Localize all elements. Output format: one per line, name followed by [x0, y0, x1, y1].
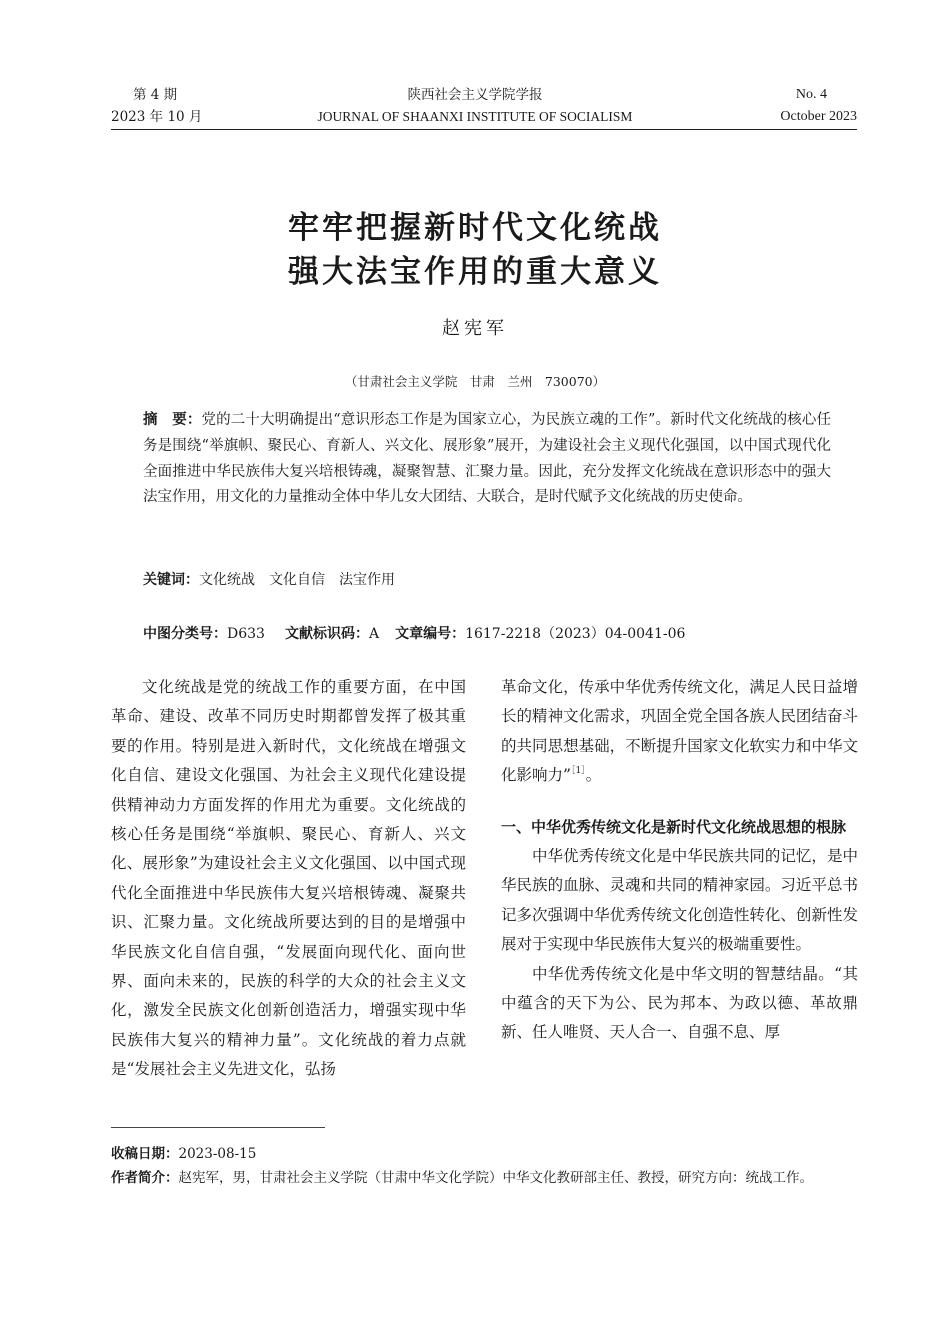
body-paragraph: 中华优秀传统文化是中华文明的智慧结晶。“其中蕴含的天下为公、民为邦本、为政以德、革故鼎新、任人唯贤、天人合一、自强不息、厚 — [501, 964, 858, 1042]
received-label: 收稿日期： — [111, 1146, 179, 1162]
header-rule — [111, 129, 857, 130]
body-paragraph: 中华优秀传统文化是中华民族共同的记忆，是中华民族的血脉、灵魂和共同的精神家园。习近平总书记多次强调中华优秀传统文化创造性转化、创新性发展对于实现中华民族伟大复兴的极端重要性。 — [501, 847, 858, 954]
section-heading: 一、中华优秀传统文化是新时代文化统战思想的根脉 — [501, 817, 847, 836]
issue-number-en: No. 4 — [795, 87, 827, 102]
doc-code-label: 文献标识码： — [284, 626, 369, 642]
keywords-label: 关键词： — [143, 572, 199, 588]
continued-text: 革命文化，传承中华优秀传统文化，满足人民日益增长的精神文化需求，巩固全党全国各族人民团结奋斗的共同思想基础，不断提升国家文化软实力和中华文化影响力” — [501, 678, 858, 785]
continued-text-end: 。 — [585, 766, 602, 785]
footnote-rule — [111, 1127, 325, 1128]
clc-value: D633 — [227, 626, 265, 642]
clc-label: 中图分类号： — [143, 626, 227, 642]
author-affiliation: （甘肃社会主义学院 甘肃 兰州 730070） — [344, 374, 606, 389]
footnote-received — [111, 1142, 859, 1166]
reference-marker: ［1］ — [570, 766, 586, 777]
issue-number-cn: 第 4 期 — [133, 87, 178, 103]
bio-label: 作者简介： — [111, 1170, 179, 1186]
body-paragraph-continued — [501, 673, 858, 791]
article-title-line-1: 牢牢把握新时代文化统战 — [288, 210, 662, 246]
footnote-author-bio — [111, 1166, 859, 1190]
body-paragraph: 文化统战是党的统战工作的重要方面，在中国革命、建设、改革不同历史时期都曾发挥了极其重要的作用。特别是进入新时代，文化统战在增强文化自信、建设文化强国、为社会主义现代化建设提供精神动力方面发挥的作用尤为重要。文化统战的核心任务是围绕“举旗帜、聚民心、育新人、兴文化、展形象”为建设社会主义文化强国、以中国式现代化全面推进中华民族伟大复兴培根铸魂、凝聚共识、汇聚力量。文化统战所要达到的目的是增强中华民族文化自信自强，“发展面向现代化、面向世界、面向未来的，民族的科学的大众的社会主义文化，激发全民族文化创新创造活力，增强实现中华民族伟大复兴的精神力量”。文化统战的着力点就是“发展社会主义先进文化，弘扬 — [111, 678, 466, 1079]
doc-code-value: A — [368, 626, 380, 642]
received-value: 2023-08-15 — [178, 1146, 257, 1162]
keywords — [143, 569, 395, 589]
article-number-label: 文章编号： — [395, 626, 466, 642]
issue-date-en: October 2023 — [780, 109, 857, 124]
author-name: 赵宪军 — [442, 318, 508, 339]
article-number-value: 1617-2218（2023）04-0041-06 — [465, 626, 686, 642]
abstract-label: 摘 要： — [143, 412, 202, 428]
article-title-line-2: 强大法宝作用的重大意义 — [288, 254, 662, 290]
classification-line — [143, 623, 685, 643]
abstract — [143, 408, 831, 511]
journal-title-cn: 陕西社会主义学院学报 — [407, 87, 543, 103]
abstract-text: 党的二十大明确提出“意识形态工作是为国家立心，为民族立魂的工作”。新时代文化统战的核心任务是围绕“举旗帜、聚民心、育新人、兴文化、展形象”展开，为建设社会主义现代化强国，以中国式现代化全面推进中华民族伟大复兴培根铸魂，凝聚智慧、汇聚力量。因此，充分发挥文化统战在意识形态中的强大法宝作用，用文化的力量推动全体中华儿女大团结、大联合，是时代赋予文化统战的历史使命。 — [143, 412, 831, 506]
journal-title-en: JOURNAL OF SHAANXI INSTITUTE OF SOCIALISM — [317, 109, 633, 124]
keywords-text: 文化统战 文化自信 法宝作用 — [199, 572, 395, 588]
bio-value: 赵宪军，男，甘肃社会主义学院（甘肃中华文化学院）中华文化教研部主任、教授，研究方向：统战工作。 — [178, 1170, 813, 1186]
issue-date-cn: 2023 年 10 月 — [111, 109, 203, 125]
body-left-column — [111, 673, 466, 1085]
body-right-column — [501, 673, 858, 1048]
